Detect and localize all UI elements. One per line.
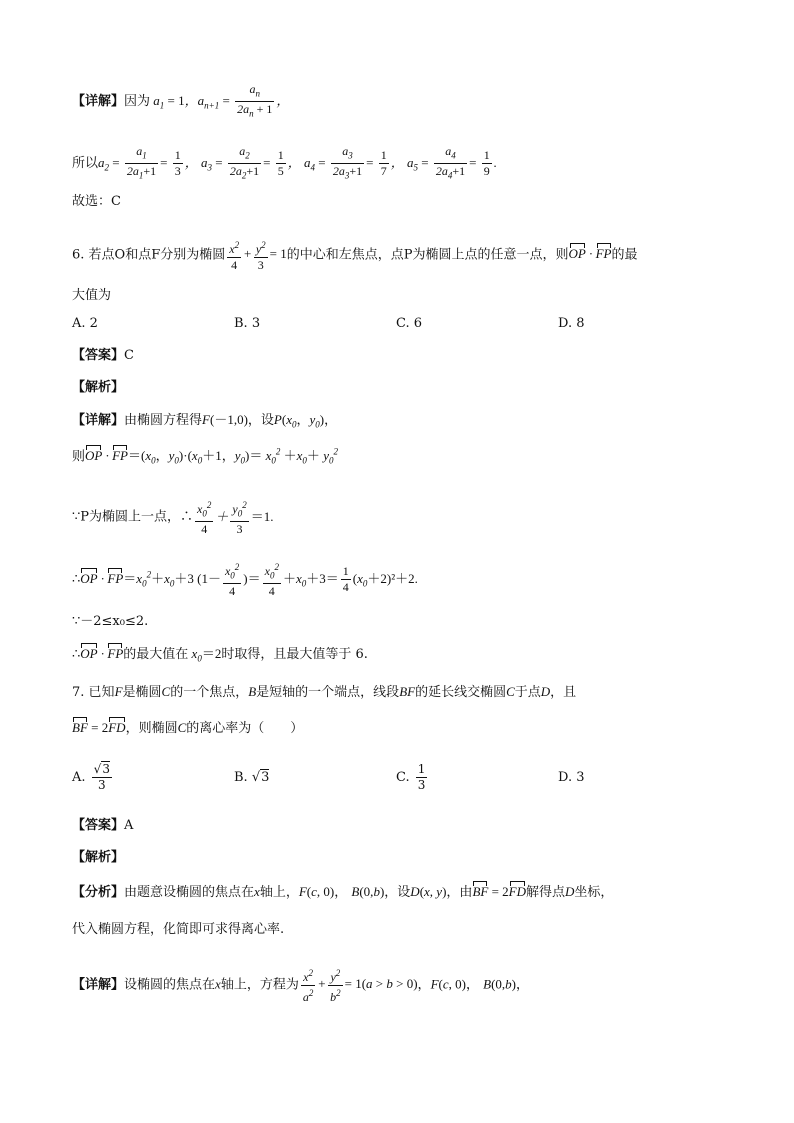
formula: OP · FP — [80, 646, 123, 661]
formula: √3 — [251, 770, 270, 785]
q7-analysis-label: 【解析】 — [72, 850, 125, 865]
q6-analysis-label: 【解析】 — [72, 380, 125, 395]
formula: OP · $FP=(x_0$，$y_0)\cdot(x_0+1$，$y_0)= x_0^2 +x_0+ y_0^2$ — [85, 447, 338, 466]
formula: BF = 2FD — [72, 720, 126, 735]
prev-answer-line: 故选：C — [72, 194, 121, 209]
q7-stem: 7. 已知F是椭圆C的一个焦点，B是短轴的一个端点，线段BF的延长线交椭圆C于点D，且 — [72, 684, 577, 700]
formula: $\frac{x^2}{4}$ + $\frac{y^2}{3}$ = 1 — [229, 240, 287, 272]
q6-detail-1: 【详解】由椭圆方程得F(－1,0)，设$P(x_0$，$y_0$)， — [72, 412, 338, 430]
q6-stem: 6. 若点O和点F分别为椭圆 $\frac{x^2}{4}$ + $\frac{y^2}{3}$ = 1的中心和左焦点，点P为椭圆上点的任意一点，则OP · FP的最 — [72, 240, 638, 272]
formula: $\frac{1}{3}$ — [417, 762, 426, 792]
q6-detail-3: ∵P为椭圆上一点，∴ $\frac{x_0^2}{4}$ ＋ $\frac{y_0^2}{3}$ ＝1. — [72, 500, 274, 537]
formula: F(－1,0) — [202, 412, 248, 427]
formula: $\frac{x^2}{a^2}$ + $\frac{y^2}{b^2}$ = 1(a > b > 0) — [302, 968, 418, 1004]
q6-option-a: A. 2 — [72, 316, 98, 331]
q7-stem-cont: BF = 2FD，则椭圆C的离心率为（ ） — [72, 720, 304, 736]
q6-stem-cont: 大值为 — [72, 288, 112, 303]
formula: $x_0=2$ — [188, 646, 222, 664]
q7-answer: 【答案】A — [72, 818, 134, 833]
prev-detail-line-1: 【详解】因为 $a_1 = 1$，$a_{n+1}$ = $\frac{a_n}{2a_n + 1}$ ， — [72, 82, 290, 119]
q7-option-d: D. 3 — [558, 770, 585, 785]
q6-detail-6: ∴OP · FP的最大值在 $x_0=2$时取得，且最大值等于 6. — [72, 646, 368, 664]
formula: $a_1 = 1$，$a_{n+1}$ = $\frac{a_n}{2a_n + 1}$ ， — [150, 82, 290, 119]
detail-label: 【详解】 — [72, 93, 125, 109]
prev-detail-line-2: 所以$a_2$ = $\frac{a_1}{2a_1+1}$ = $\frac{1}{3}$ ， $a_3$ = $\frac{a_2}{2a_2+1}$ = $\frac{1}{5}$ ， $a_4$ = $\frac{a_3}{2a_3+1}$ = $\frac{1}{7}$ ， $a_5$ = $\frac{a_4}{2a_4+1}$ = $\frac{1}{9}$ . — [72, 144, 497, 181]
q7-option-a: A. $\frac{√3}{3}$ — [72, 762, 110, 792]
q7-fenxi-2: 代入椭圆方程，化简即可求得离心率. — [72, 922, 285, 937]
formula: $\frac{x_0^2}{4}$ ＋ $\frac{y_0^2}{3}$ ＝1. — [197, 500, 274, 537]
formula: OP · FP — [569, 246, 612, 261]
q6-detail-5: ∵－2≤x₀≤2. — [72, 614, 149, 629]
q7-detail-1: 【详解】设椭圆的焦点在x轴上，方程为 $\frac{x^2}{a^2}$ + $\frac{y^2}{b^2}$ = 1(a > b > 0)，F(c, 0)， B(0,b)， — [72, 968, 530, 1004]
q6-detail-4 — [72, 560, 734, 599]
formula: $a_2$ = $\frac{a_1}{2a_1+1}$ = $\frac{1}{3}$ ， $a_3$ = $\frac{a_2}{2a_2+1}$ = $\frac{1}{5}$ ， $a_4$ = $\frac{a_3}{2a_3+1}$ = $\frac{1}{7}$ ， $a_5$ = $\frac{a_4}{2a_4+1}$ = $\frac{1}{9}$ . — [98, 144, 497, 181]
q7-option-b: B. √3 — [234, 770, 270, 785]
q7-fenxi-1: 【分析】由题意设椭圆的焦点在x轴上，F(c, 0)， B(0,b)，设D(x, y)，由BF = 2FD解得点D坐标， — [72, 884, 614, 900]
q6-option-d: D. 8 — [558, 316, 585, 331]
q7-option-c: C. $\frac{1}{3}$ — [396, 762, 426, 792]
formula: ∴OP · $FP=x_0^2+x_0+3$ (1－ $\frac{x_0^2}{4}$ )＝ $\frac{x_0^2}{4}$ $+x_0+3=$ $\frac{1}{4}$ $(x_0+2)^2+2$. — [72, 562, 418, 599]
formula: $P(x_0$，$y_0$) — [273, 412, 325, 430]
q6-answer: 【答案】C — [72, 348, 134, 363]
q6-option-c: C. 6 — [396, 316, 423, 331]
q6-option-b: B. 3 — [234, 316, 261, 331]
q6-detail-2: 则OP · $FP=(x_0$，$y_0)\cdot(x_0+1$，$y_0)= x_0^2 +x_0+ y_0^2$ — [72, 447, 338, 466]
formula: $\frac{√3}{3}$ — [93, 762, 110, 792]
